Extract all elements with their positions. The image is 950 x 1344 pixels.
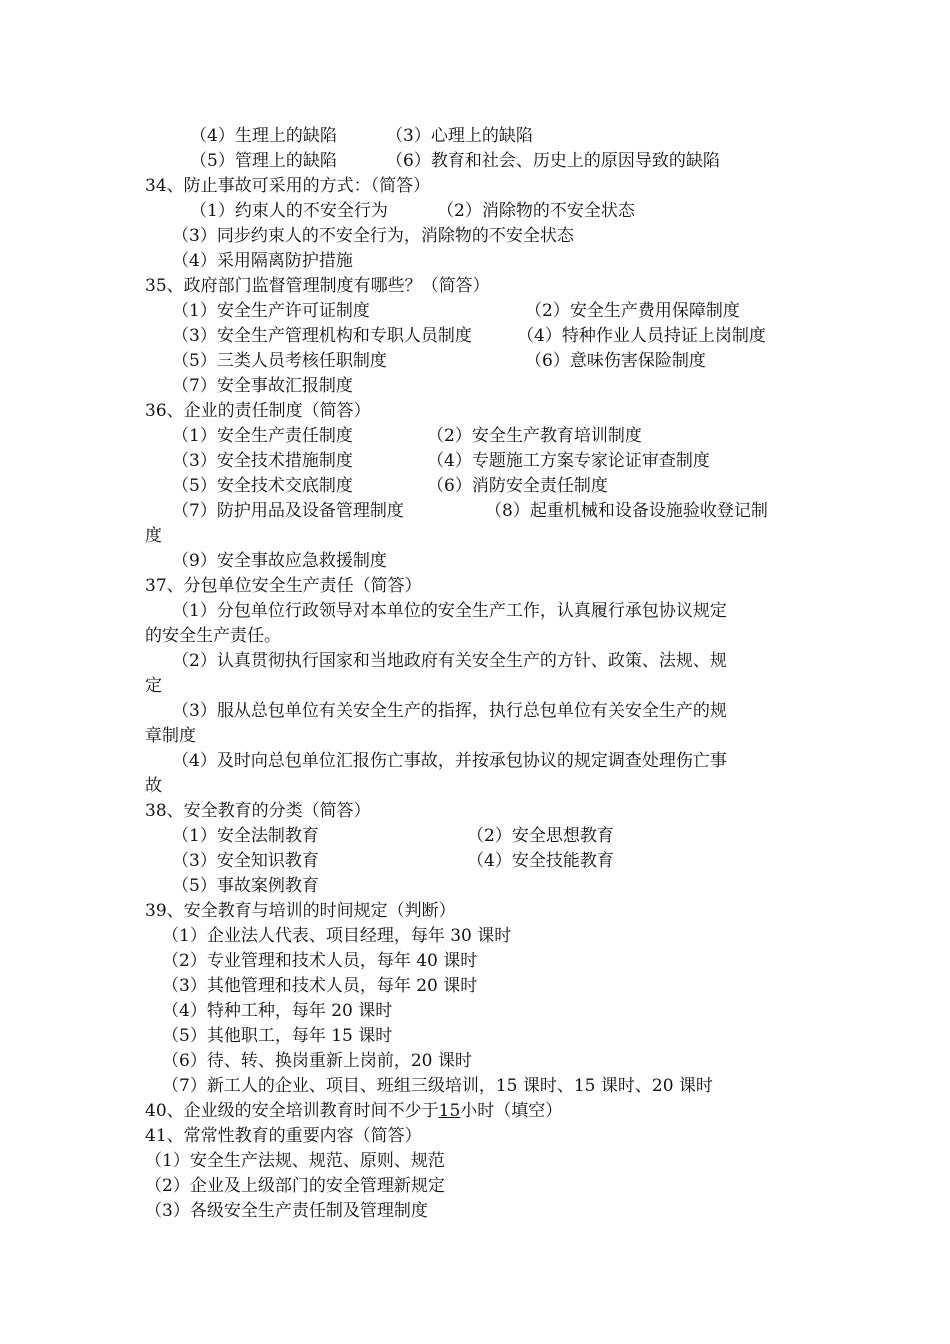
text-line: （1）约束人的不安全行为 [190,201,388,221]
text-line: （3）服从总包单位有关安全生产的指挥，执行总包单位有关安全生产的规 [172,701,727,721]
text-line: （6）意味伤害保险制度 [525,351,706,371]
text-line: （4）及时向总包单位汇报伤亡事故，并按承包协议的规定调查处理伤亡事 [172,751,727,771]
text-line: 度 [145,526,162,546]
question-heading: 38、安全教育的分类（简答） [145,801,371,821]
text-line: 定 [145,676,162,696]
question-text: 40、企业级的安全培训教育时间不少于 [145,1101,439,1121]
text-line: （3）安全生产管理机构和专职人员制度 [172,326,472,346]
text-line: （5）安全技术交底制度 [172,476,353,496]
text-line: （4）特种作业人员持证上岗制度 [517,326,766,346]
text-line: （8）起重机械和设备设施验收登记制 [485,501,768,521]
question-text-suffix: 小时（填空） [460,1101,563,1121]
text-line: （6）教育和社会、历史上的原因导致的缺陷 [386,151,720,171]
text-line: （1）分包单位行政领导对本单位的安全生产工作，认真履行承包协议规定 [172,601,727,621]
text-line: （2）企业及上级部门的安全管理新规定 [145,1176,445,1196]
text-line: （7）安全事故汇报制度 [172,376,353,396]
question-heading: 37、分包单位安全生产责任（简答） [145,576,422,596]
fill-blank-answer: 15 [438,1101,461,1121]
text-line: （4）安全技能教育 [467,851,614,871]
question-heading: 34、防止事故可采用的方式：（简答） [145,176,431,196]
text-line: （2）安全生产费用保障制度 [525,301,740,321]
text-line: （3）安全知识教育 [172,851,319,871]
text-line: （4）采用隔离防护措施 [172,251,353,271]
question-heading: 39、安全教育与培训的时间规定（判断） [145,901,456,921]
text-line: （4）生理上的缺陷 [190,126,337,146]
text-line: （5）其他职工，每年 15 课时 [162,1026,393,1046]
question-heading: 41、常常性教育的重要内容（简答） [145,1126,422,1146]
text-line: （2）消除物的不安全状态 [437,201,635,221]
text-line: （5）管理上的缺陷 [190,151,337,171]
text-line: （1）企业法人代表、项目经理，每年 30 课时 [162,926,512,946]
text-line: （2）安全生产教育培训制度 [427,426,642,446]
text-line: （9）安全事故应急救援制度 [172,551,387,571]
text-line: （5）三类人员考核任职制度 [172,351,387,371]
text-line: （4）特种工种，每年 20 课时 [162,1001,393,1021]
text-line: （6）消防安全责任制度 [427,476,608,496]
text-line: （2）安全思想教育 [467,826,614,846]
text-line: （2）专业管理和技术人员，每年 40 课时 [162,951,478,971]
question-heading: 35、政府部门监督管理制度有哪些？（简答） [145,276,490,296]
text-line: （6）待、转、换岗重新上岗前，20 课时 [162,1051,472,1071]
text-line: （3）各级安全生产责任制及管理制度 [145,1201,428,1221]
text-line: （5）事故案例教育 [172,876,319,896]
text-line: （4）专题施工方案专家论证审查制度 [427,451,710,471]
text-line: 故 [145,776,162,796]
question-heading: 36、企业的责任制度（简答） [145,401,371,421]
text-line: （2）认真贯彻执行国家和当地政府有关安全生产的方针、政策、法规、规 [172,651,727,671]
text-line: 的安全生产责任。 [145,626,281,646]
question-heading [145,1099,562,1124]
text-line: 章制度 [145,726,196,746]
text-line: （7）新工人的企业、项目、班组三级培训，15 课时、15 课时、20 课时 [162,1076,713,1096]
text-line: （7）防护用品及设备管理制度 [172,501,404,521]
text-line: （3）安全技术措施制度 [172,451,353,471]
text-line: （1）安全生产法规、规范、原则、规范 [145,1151,445,1171]
text-line: （3）其他管理和技术人员，每年 20 课时 [162,976,478,996]
text-line: （1）安全生产责任制度 [172,426,353,446]
text-line: （3）心理上的缺陷 [386,126,533,146]
text-line: （3）同步约束人的不安全行为，消除物的不安全状态 [172,226,574,246]
text-line: （1）安全法制教育 [172,826,319,846]
text-line: （1）安全生产许可证制度 [172,301,370,321]
